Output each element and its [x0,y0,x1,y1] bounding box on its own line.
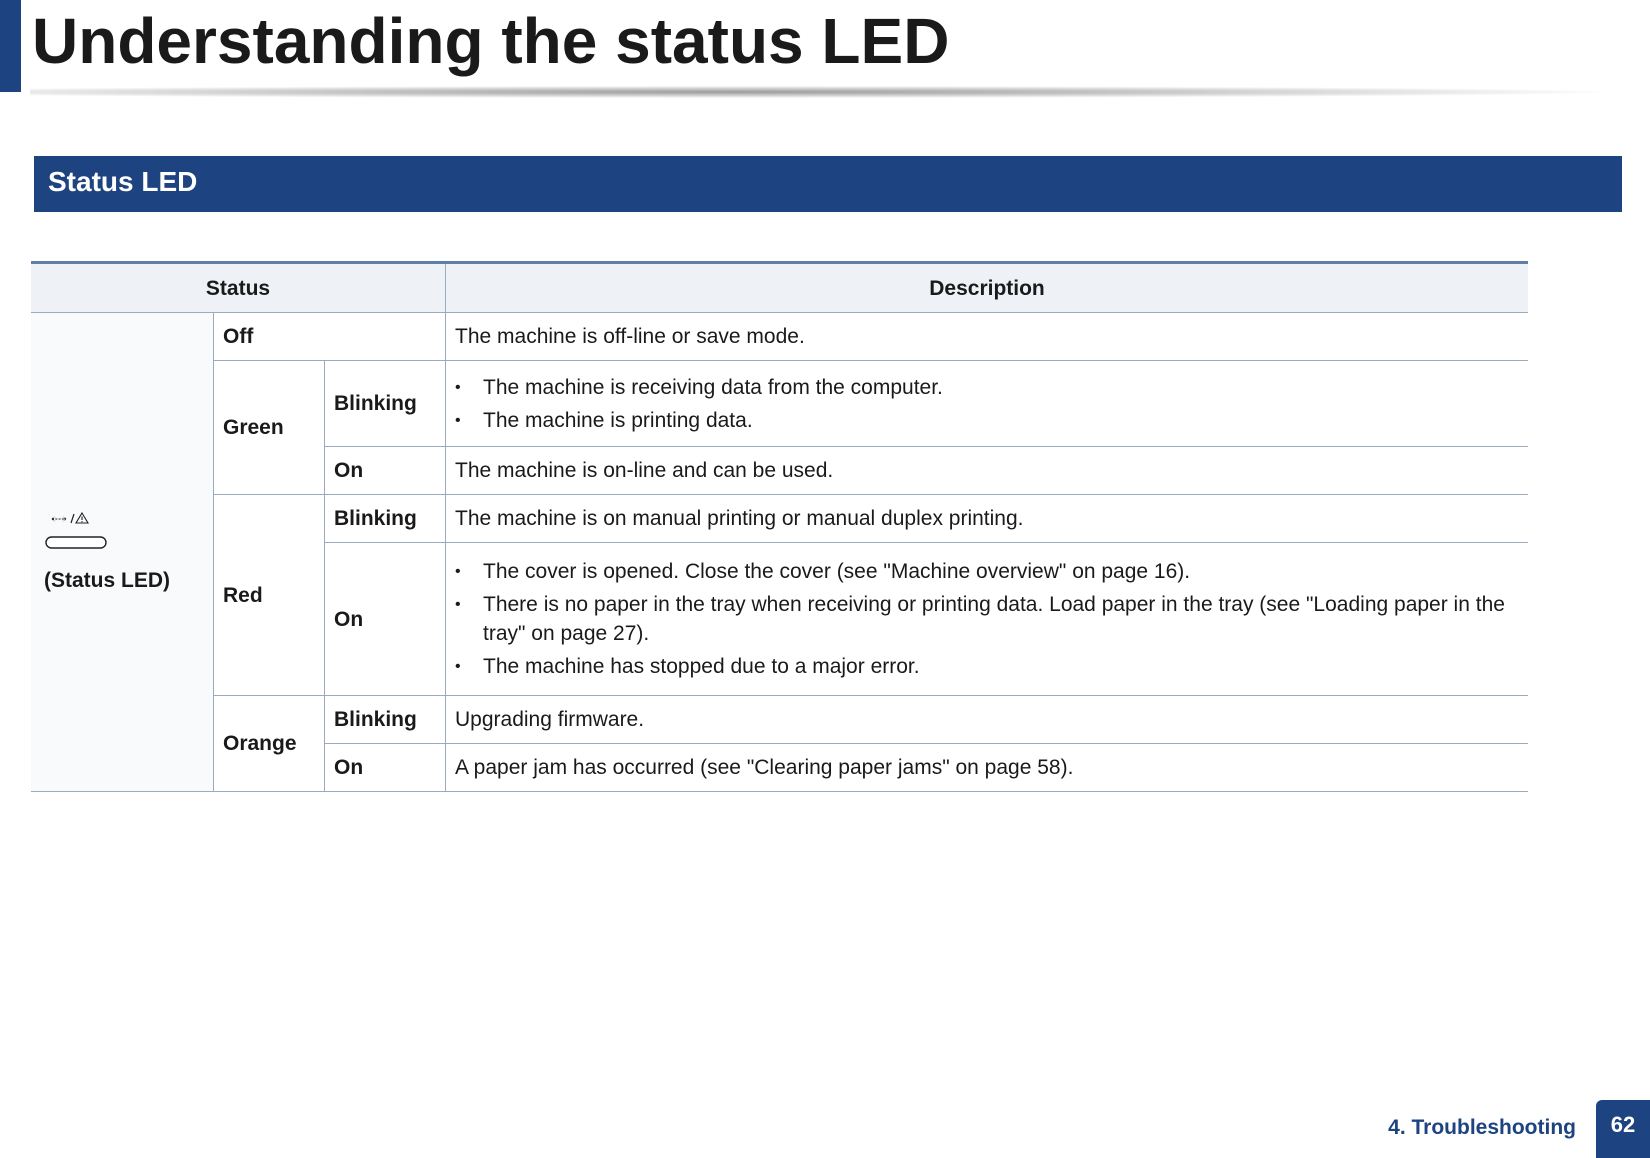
state-off: Off [214,313,446,361]
header-description: Description [446,263,1529,313]
section-header [34,156,1622,212]
table-row [31,361,1528,447]
bullet-list [455,557,1519,681]
mode-green-blinking: Blinking [325,361,446,447]
mode-orange-on: On [325,744,446,792]
color-orange: Orange [214,696,325,792]
table-row [31,313,1528,361]
list-item: • The cover is opened. Close the cover (see "Machine overview" on page 16). [455,557,1519,586]
description-red-blinking: The machine is on manual printing or manual duplex printing. [446,495,1529,543]
led-cell [31,313,214,792]
list-item: • The machine is printing data. [455,406,1519,435]
status-led-table [31,261,1528,792]
list-item: • The machine is receiving data from the computer. [455,373,1519,402]
mode-green-on: On [325,447,446,495]
title-accent-bar [0,0,21,92]
list-item: • The machine has stopped due to a major error. [455,652,1519,681]
color-green: Green [214,361,325,495]
page-title: Understanding the status LED [32,5,950,77]
mode-red-blinking: Blinking [325,495,446,543]
description-orange-blinking: Upgrading firmware. [446,696,1529,744]
bullet-list [455,373,1519,435]
mode-red-on: On [325,543,446,696]
table-row [31,696,1528,744]
description-off: The machine is off-line or save mode. [446,313,1529,361]
footer-section-label: 4. Troubleshooting [1388,1116,1576,1139]
page-number: 62 [1596,1100,1650,1158]
description-orange-on: A paper jam has occurred (see "Clearing paper jams" on page 58). [446,744,1529,792]
color-red: Red [214,495,325,696]
header-status: Status [31,263,446,313]
section-title: Status LED [48,166,198,197]
status-led-icon [44,510,108,550]
table-header-row [31,263,1528,313]
mode-orange-blinking: Blinking [325,696,446,744]
description-red-on [446,543,1529,696]
description-green-on: The machine is on-line and can be used. [446,447,1529,495]
table-row [31,495,1528,543]
list-item: • There is no paper in the tray when receiving or printing data. Load paper in the tray (see "Loading paper in the tray" on page 27). [455,590,1519,648]
title-divider [30,86,1600,98]
status-led-label: (Status LED) [44,568,170,592]
description-green-blinking [446,361,1529,447]
